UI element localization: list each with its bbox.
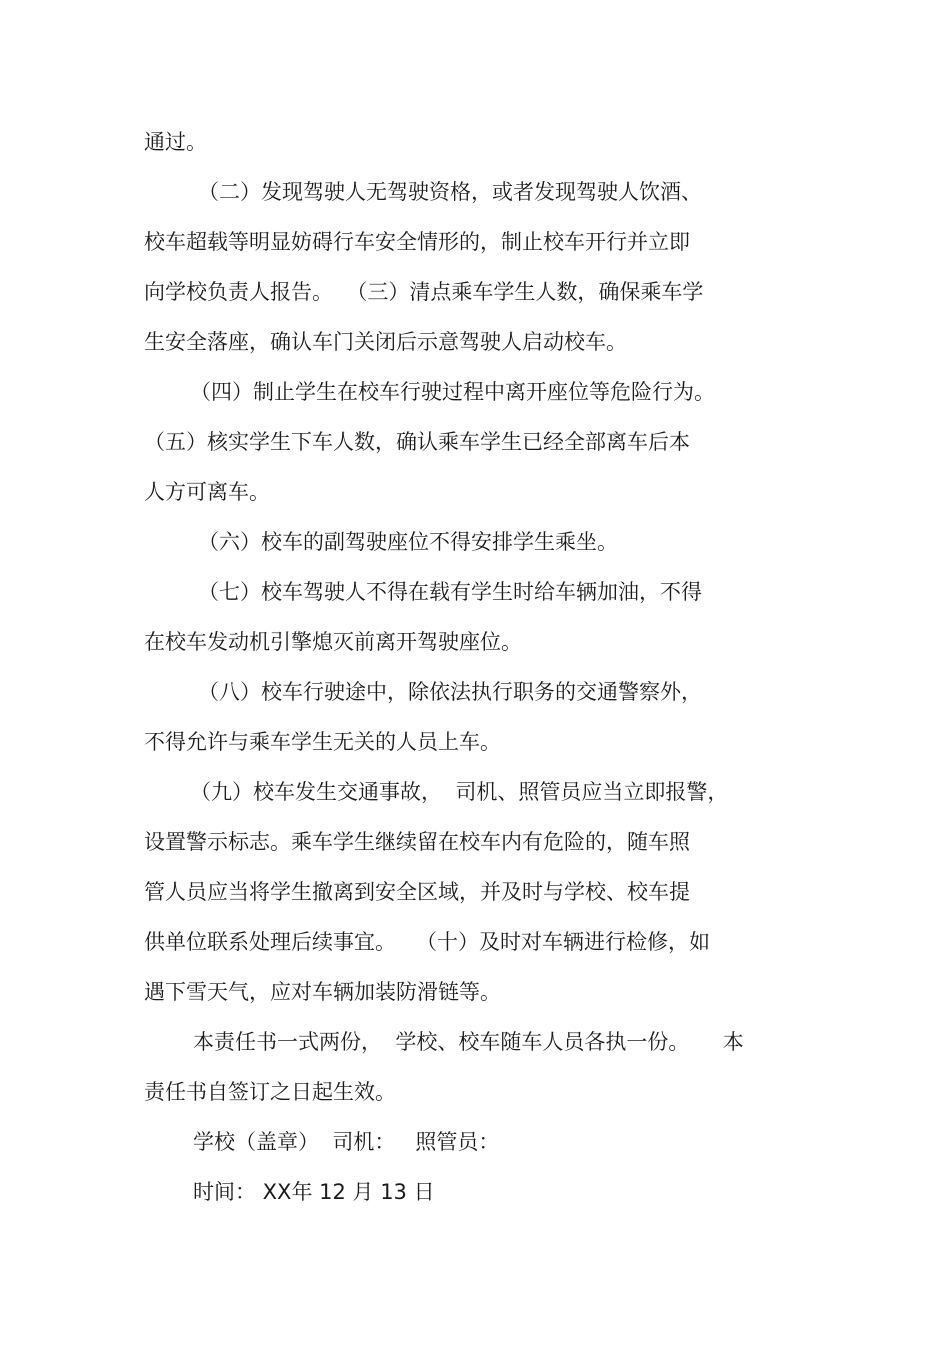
text-line: 向学校负责人报告。 （三）清点乘车学生人数，确保乘车学 (144, 280, 704, 304)
date-line: 时间： XX年 12 月 13 日 (193, 1180, 435, 1204)
text-line: （八）校车行驶途中，除依法执行职务的交通警察外， (198, 680, 702, 704)
text-line: 人方可离车。 (144, 480, 270, 504)
text-line: 管人员应当将学生撤离到安全区域，并及时与学校、校车提 (144, 880, 690, 904)
text-line: （二）发现驾驶人无驾驶资格，或者发现驾驶人饮酒、 (198, 180, 702, 204)
signature-line: 学校（盖章） 司机： 照管员： (193, 1130, 500, 1154)
text-line: （九）校车发生交通事故， 司机、照管员应当立即报警， (190, 780, 729, 804)
text-line: 供单位联系处理后续事宜。 （十）及时对车辆进行检修，如 (144, 930, 711, 954)
text-line: 遇下雪天气，应对车辆加装防滑链等。 (144, 980, 501, 1004)
text-line: 责任书自签订之日起生效。 (144, 1080, 396, 1104)
text-line: 通过。 (144, 130, 207, 154)
text-line: （四）制止学生在校车行驶过程中离开座位等危险行为。 (190, 380, 715, 404)
text-line: （五）核实学生下车人数，确认乘车学生已经全部离车后本 (144, 430, 690, 454)
text-line: 生安全落座，确认车门关闭后示意驾驶人启动校车。 (144, 330, 627, 354)
text-line: （七）校车驾驶人不得在载有学生时给车辆加油，不得 (198, 580, 702, 604)
text-line: 设置警示标志。乘车学生继续留在校车内有危险的，随车照 (144, 830, 690, 854)
text-line: （六）校车的副驾驶座位不得安排学生乘坐。 (198, 530, 618, 554)
text-line: 在校车发动机引擎熄灭前离开驾驶座位。 (144, 630, 522, 654)
text-line: 本责任书一式两份， 学校、校车随车人员各执一份。 本 (193, 1030, 744, 1054)
text-line: 不得允许与乘车学生无关的人员上车。 (144, 730, 501, 754)
text-line: 校车超载等明显妨碍行车安全情形的，制止校车开行并立即 (144, 230, 690, 254)
